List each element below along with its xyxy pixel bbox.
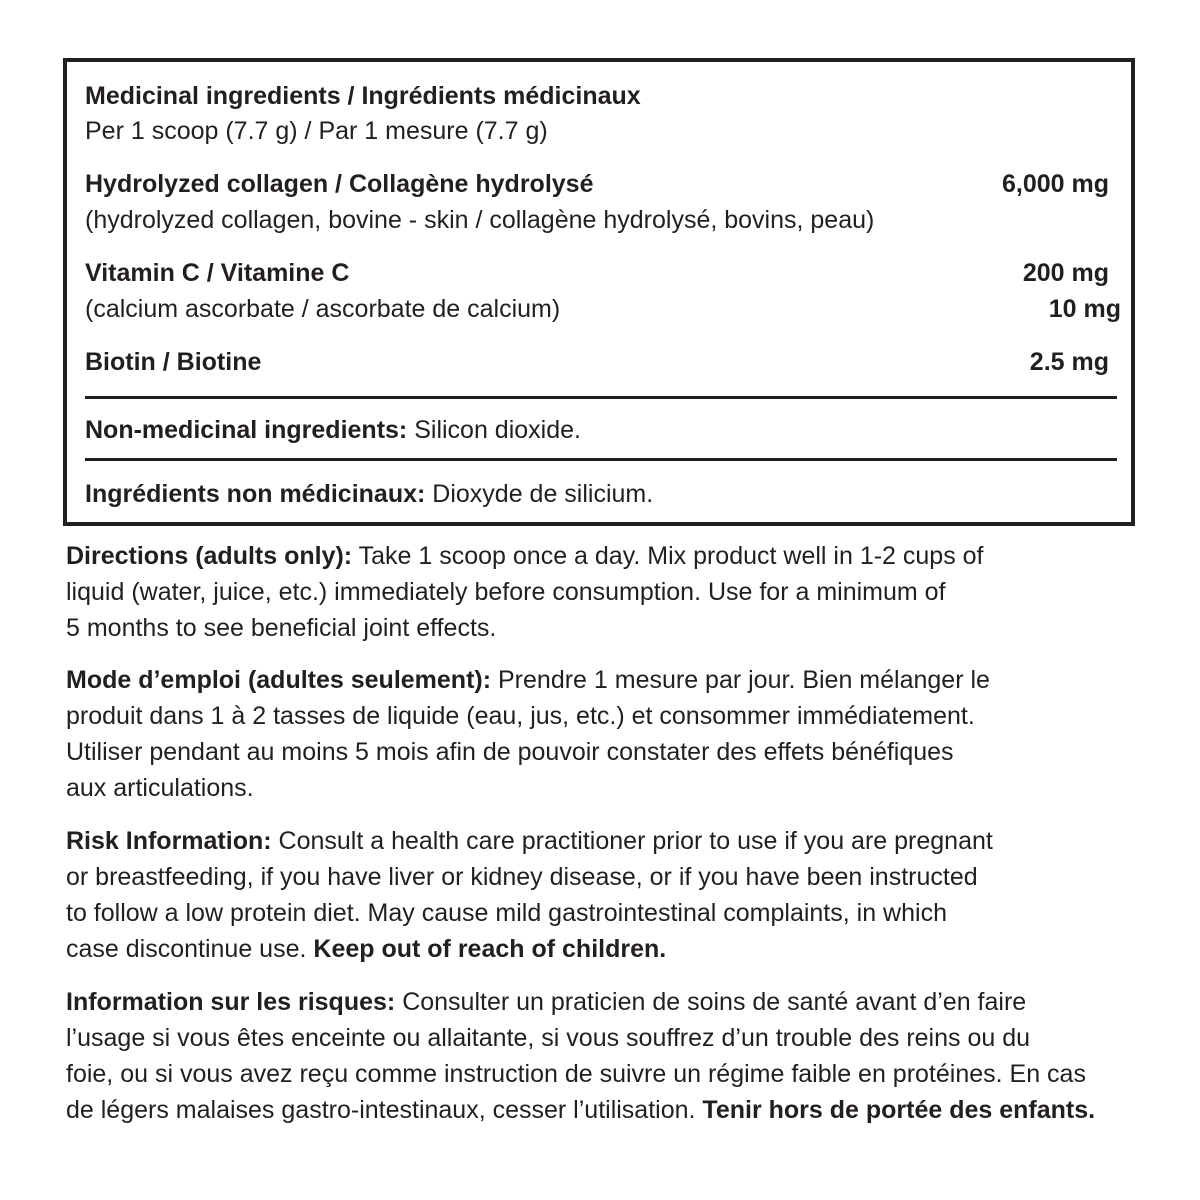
ingredient-name: Biotin / Biotine (85, 348, 262, 376)
information-risques-paragraph (66, 984, 1136, 1128)
risque-text: foie, ou si vous avez reçu comme instruction de suivre un régime faible en protéines. En cas (66, 1060, 1086, 1088)
risk-label: Risk Information: (66, 827, 272, 855)
risque-text: l’usage si vous êtes enceinte ou allaitante, si vous souffrez d’un trouble des reins ou du (66, 1024, 1031, 1052)
directions-paragraph (66, 538, 1136, 646)
mode-emploi-label: Mode d’emploi (adultes seulement): (66, 666, 492, 694)
ingredient-name: Vitamin C / Vitamine C (85, 259, 350, 287)
medicinal-heading: Medicinal ingredients / Ingrédients médicinaux (85, 82, 641, 110)
mode-emploi-paragraph (66, 662, 1136, 806)
risque-text: de légers malaises gastro-intestinaux, cesser l’utilisation. (66, 1096, 703, 1124)
risk-text: Consult a health care practitioner prior to use if you are pregnant (271, 827, 993, 855)
risk-text: to follow a low protein diet. May cause mild gastrointestinal complaints, in which (66, 899, 947, 927)
non-medicinal-en-label: Non-medicinal ingredients: (85, 416, 408, 444)
ingredient-detail: (calcium ascorbate / ascorbate de calcium) (85, 295, 561, 323)
risk-text: case discontinue use. (66, 935, 314, 963)
non-medicinal-en-text: Silicon dioxide. (407, 416, 581, 444)
directions-text: 5 months to see beneficial joint effects. (66, 614, 497, 642)
mode-emploi-text: Utiliser pendant au moins 5 mois afin de pouvoir constater des effets bénéfiques (66, 738, 954, 766)
divider (85, 396, 1117, 399)
divider (85, 458, 1117, 461)
risque-label: Information sur les risques: (66, 988, 396, 1016)
risk-warning: Keep out of reach of children. (313, 935, 667, 963)
ingredient-amount: 2.5 mg (1029, 348, 1109, 376)
directions-text: Take 1 scoop once a day. Mix product well in 1-2 cups of (352, 542, 984, 570)
ingredient-amount: 6,000 mg (1001, 170, 1109, 198)
ingredient-amount-secondary: 10 mg (1048, 295, 1121, 323)
directions-text: liquid (water, juice, etc.) immediately before consumption. Use for a minimum of (66, 578, 946, 606)
non-medicinal-en (85, 412, 581, 448)
mode-emploi-text: Prendre 1 mesure par jour. Bien mélanger le (491, 666, 990, 694)
risque-warning: Tenir hors de portée des enfants. (702, 1096, 1096, 1124)
non-medicinal-fr-label: Ingrédients non médicinaux: (85, 480, 426, 508)
medicinal-ingredients-box (63, 58, 1135, 526)
serving-size: Per 1 scoop (7.7 g) / Par 1 mesure (7.7 g) (85, 117, 548, 145)
mode-emploi-text: aux articulations. (66, 774, 254, 802)
mode-emploi-text: produit dans 1 à 2 tasses de liquide (eau, jus, etc.) et consommer immédiatement. (66, 702, 975, 730)
risk-text: or breastfeeding, if you have liver or kidney disease, or if you have been instructed (66, 863, 978, 891)
non-medicinal-fr-text: Dioxyde de silicium. (425, 480, 654, 508)
risque-text: Consulter un praticien de soins de santé avant d’en faire (395, 988, 1027, 1016)
ingredient-amount: 200 mg (1022, 259, 1109, 287)
non-medicinal-fr (85, 476, 653, 512)
ingredient-name: Hydrolyzed collagen / Collagène hydrolysé (85, 170, 594, 198)
risk-information-paragraph (66, 823, 1136, 967)
directions-label: Directions (adults only): (66, 542, 353, 570)
ingredient-detail: (hydrolyzed collagen, bovine - skin / collagène hydrolysé, bovins, peau) (85, 206, 875, 234)
